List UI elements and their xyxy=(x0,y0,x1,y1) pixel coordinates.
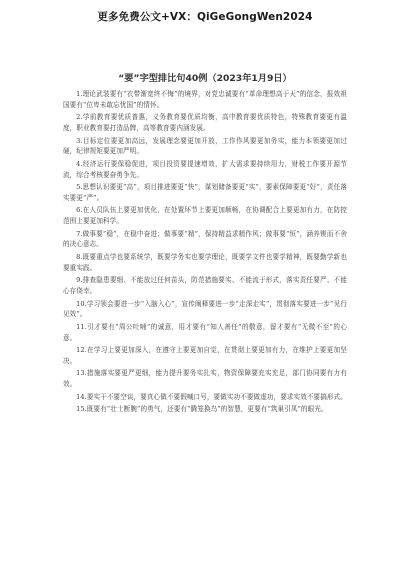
paragraph: 4.经济运行要保稳促进，项目投资要提速增效，扩大需求要持续用力，财税工作要开源节流，综合考核要奋勇争先。 xyxy=(63,159,347,179)
paragraph: 8.既要重点学也要系统学，既要学务实也要学理论，既要学文件也要学精神，既要勤学新也要重实践。 xyxy=(63,252,347,272)
paragraph: 1.理论武装要有“衣带渐宽终不悔”的境界，对党忠诚要有“革命理想高于天”的信念，报效祖国要有“位卑未敢忘忧国”的情怀。 xyxy=(63,90,347,109)
paragraph: 12.在学习上要更加深入，在遵守上要更加自觉，在贯彻上要更加有力，在维护上要更加坚决。 xyxy=(63,346,347,365)
document-body xyxy=(63,89,347,417)
document-title: “要”字型排比句40例（2023年1月9日） xyxy=(118,73,292,84)
paragraph: 6.在人员队伍上要更加优化，在处置环节上要更加顺畅，在协调配合上要更加有力，在防控范围上要更加科学。 xyxy=(63,206,347,226)
paragraph: 9.排查隐患要细、不能放过任何苗头，防范措施要实、不能流于形式，落实责任要严、不能心存侥幸。 xyxy=(63,276,347,296)
paragraph: 11.引才要有“周公吐哺”的诚意，用才要有“知人善任”的敬意，留才要有“无微不至”的心意。 xyxy=(63,322,347,342)
paragraph: 15.既要有“壮士断腕”的勇气，还要有“腾笼换鸟”的智慧，更要有“筑巢引凤”的眼光。 xyxy=(76,405,328,414)
header-banner: 更多免费公文+VX：QiGeGongWen2024 xyxy=(97,11,313,23)
paragraph: 2.学前教育要优质普惠，义务教育要优质均衡，高中教育要优质特色，特殊教育要更有温度，职业教育要打造品牌，高等教育要内涵发展。 xyxy=(63,113,347,133)
paragraph: 5.思想认识要更“高”，项目推进要更“快”，谋划储备要更“实”，要素保障要更“好”，责任落实要更“严”。 xyxy=(63,183,347,202)
paragraph: 13.措施落实要更严更细，能力提升要务实扎实，物资保障要充实充足，部门协同要有力有效。 xyxy=(63,369,347,389)
paragraph: 3.目标定位要更加高远，发展理念要更加开放，工作作风要更加务实，能力本领要更加过硬，纪律规矩要更加严明。 xyxy=(63,136,347,156)
paragraph: 7.做事要“稳”，在稳中奋进；做事要“精”，保持精益求精作风；做事要“恒”，涵养锲而不舍的决心意志。 xyxy=(63,229,347,249)
paragraph: 14.要实干不要空谈，要真心做不要假喊口号，要做实功不要做虚功，要求实效不要搞形式。 xyxy=(76,392,347,401)
paragraph: 10.学习领会要进一步“入脑入心”，宣传阐释要进一步“走深走实”，贯彻落实要进一步“见行见效”。 xyxy=(63,299,347,319)
